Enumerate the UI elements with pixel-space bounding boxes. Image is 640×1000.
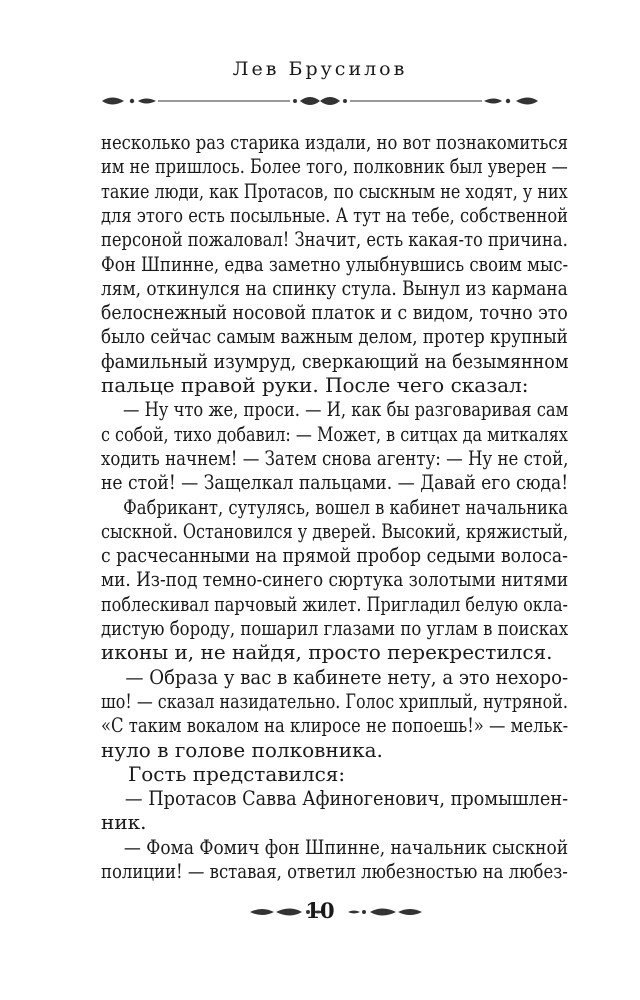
text-line: Фон Шпинне, едва заметно улыбнувшись своим мыс-	[101, 251, 569, 276]
text-line: для этого есть посыльные. А тут на тебе, собственной	[101, 202, 568, 227]
text-line: — Ну что же, проси. — И, как бы разговаривая сам	[123, 397, 569, 422]
text-line: пальце правой руки. После чего сказал:	[101, 373, 529, 397]
text-line: — Протасов Савва Афиногенович, промышлен-	[124, 786, 569, 811]
header-ornament-icon	[100, 91, 540, 111]
text-line: с расчесанными на прямой пробор седыми волоса-	[101, 543, 568, 568]
text-line: несколько раз старика издали, но вот познакомиться	[101, 130, 568, 154]
text-line: было сейчас самым важным делом, протер крупный	[101, 324, 568, 349]
text-line: шо! — сказал назидательно. Голос хриплый, нутряной.	[101, 688, 568, 713]
text-line: фамильный изумруд, сверкающий на безымянном	[101, 348, 569, 373]
folio-ornament-right-icon	[346, 904, 426, 920]
text-line: Фабрикант, сутулясь, вошел в кабинет начальника	[123, 494, 569, 519]
text-line: им не пришлось. Более того, полковник был уверен —	[101, 154, 568, 179]
text-line: иконы и, не найдя, просто перекрестился.	[101, 640, 553, 665]
text-line: ходить начнем! — Затем снова агенту: — Ну не стой,	[101, 445, 569, 470]
text-line: ми. Из-под темно-синего сюртука золотыми нитями	[101, 567, 569, 592]
text-line: дистую бороду, пошарил глазами по углам в поисках	[101, 616, 569, 640]
text-line: — Фома Фомич фон Шпинне, начальник сыскной	[123, 834, 569, 859]
text-line: такие люди, как Протасов, по сыскным не ходят, у них	[101, 178, 568, 203]
running-header: Лев Брусилов	[232, 58, 408, 80]
text-line: — Образа у вас в кабинете нету, а это нехоро-	[125, 664, 569, 689]
text-line: поблескивал парчовый жилет. Пригладил белую окла-	[101, 591, 568, 616]
text-line: с собой, тихо добавил: — Может, в ситцах да миткалях	[101, 421, 568, 446]
text-line: не стой! — Защелкал пальцами. — Давай его сюда!	[101, 470, 569, 495]
text-line: полиции! — вставая, ответил любезностью на любез-	[101, 859, 568, 883]
text-line: ник.	[101, 810, 147, 835]
text-line: лям, откинулся на спинку стула. Вынул из кармана	[101, 275, 568, 300]
text-line: нуло в голове полковника.	[101, 737, 383, 762]
text-line: «С таким вокалом на клиросе не попоешь!» — мельк-	[101, 713, 569, 738]
text-line: Гость представился:	[128, 761, 346, 786]
text-line: персоной пожаловал! Значит, есть какая-то причина.	[101, 227, 568, 252]
text-line: сыскной. Остановился у дверей. Высокий, кряжистый,	[101, 518, 569, 543]
page-number: 10	[305, 898, 335, 923]
text-line: белоснежный носовой платок и с видом, точно это	[101, 300, 568, 325]
